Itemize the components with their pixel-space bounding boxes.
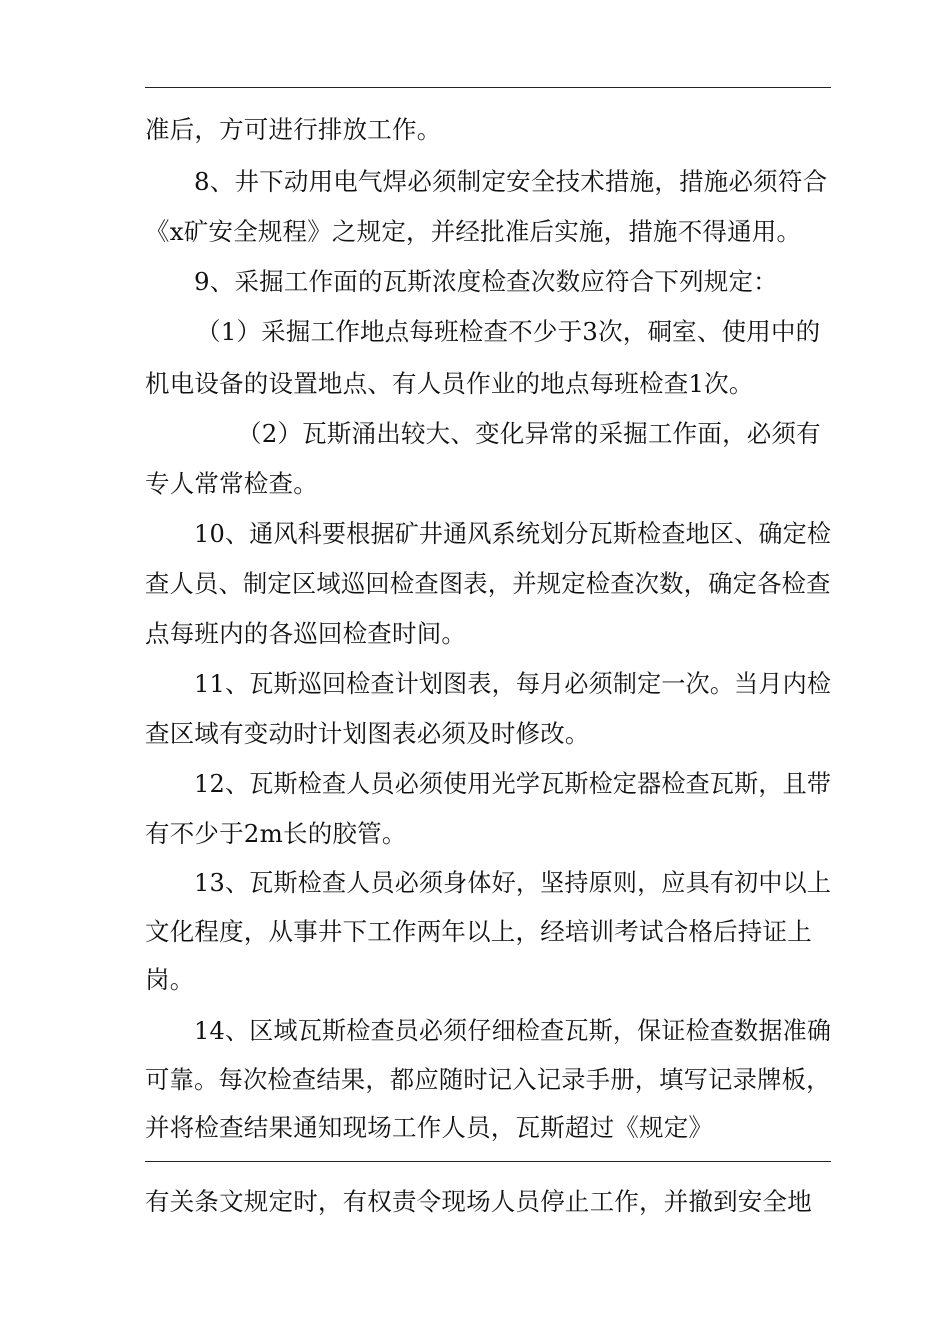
next-page-text-line: 有关条文规定时，有权责令现场人员停止工作，并撤到安全地 [145,1187,812,1216]
text-line: 13、瓦斯检查人员必须身体好，坚持原则，应具有初中以上 [194,868,832,897]
text-line: 9、采掘工作面的瓦斯浓度检查次数应符合下列规定： [194,267,778,296]
text-line: 岗。 [145,965,195,994]
text-line: 机电设备的设置地点、有人员作业的地点每班检查1次。 [145,369,754,398]
text-line: 10、通风科要根据矿井通风系统划分瓦斯检查地区、确定检 [194,519,832,548]
text-line: 准后，方可进行排放工作。 [145,115,442,144]
text-line: 并将检查结果通知现场工作人员，瓦斯超过《规定》 [145,1113,714,1142]
text-line: 可靠。每次检查结果，都应随时记入记录手册，填写记录牌板， [145,1065,831,1094]
text-line: 查人员、制定区域巡回检查图表，并规定检查次数，确定各检查 [145,569,831,598]
header-rule [145,87,831,88]
text-line: 有不少于2m长的胶管。 [145,819,407,848]
text-line: 11、瓦斯巡回检查计划图表，每月必须制定一次。当月内检 [194,669,832,698]
text-line: 8、井下动用电气焊必须制定安全技术措施，措施必须符合 [194,167,828,196]
text-line: 查区域有变动时计划图表必须及时修改。 [145,719,590,748]
text-line: （2）瓦斯涌出较大、变化异常的采掘工作面，必须有 [237,419,821,448]
text-line: 12、瓦斯检查人员必须使用光学瓦斯检定器检查瓦斯，且带 [194,769,832,798]
page-break-rule [145,1161,831,1162]
text-line: 14、区域瓦斯检查员必须仔细检查瓦斯，保证检查数据准确 [194,1016,832,1045]
text-line: 点每班内的各巡回检查时间。 [145,619,467,648]
text-line: 文化程度，从事井下工作两年以上，经培训考试合格后持证上 [145,917,812,946]
text-line: 《x矿安全规程》之规定，并经批准后实施，措施不得通用。 [145,217,802,246]
text-line: 专人常常检查。 [145,469,318,498]
text-line: （1）采掘工作地点每班检查不少于3次，硐室、使用中的 [196,317,821,346]
